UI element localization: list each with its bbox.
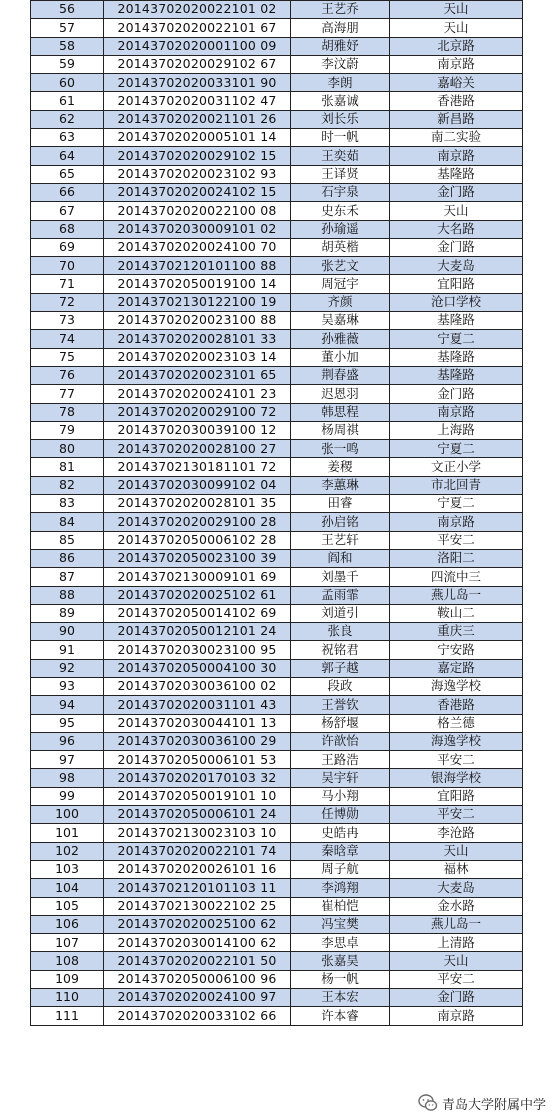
table-row [31,879,523,897]
table-row [31,952,523,970]
row-number-cell: 105 [31,898,104,916]
table-row [31,166,523,184]
table-row [31,605,523,623]
registration-id-cell: 20143702030039100 12 [104,422,291,440]
registration-id-cell: 20143702020029102 15 [104,147,291,165]
table-row [31,971,523,989]
school-name-cell: 南京路 [390,1007,523,1025]
table-row [31,74,523,92]
registration-id-cell: 20143702020022101 74 [104,843,291,861]
registration-id-cell: 20143702020026101 16 [104,861,291,879]
student-name-cell: 李鸿翔 [291,879,390,897]
row-number-cell: 93 [31,678,104,696]
registration-id-cell: 20143702130023103 10 [104,824,291,842]
row-number-cell: 75 [31,349,104,367]
table-row [31,239,523,257]
school-name-cell: 金门路 [390,385,523,403]
row-number-cell: 67 [31,202,104,220]
school-name-cell: 燕儿岛一 [390,916,523,934]
school-name-cell: 基隆路 [390,367,523,385]
student-name-cell: 王誉钦 [291,696,390,714]
row-number-cell: 71 [31,275,104,293]
row-number-cell: 73 [31,312,104,330]
table-row [31,477,523,495]
school-name-cell: 市北回青 [390,477,523,495]
student-name-cell: 孙雅薇 [291,330,390,348]
school-name-cell: 银海学校 [390,769,523,787]
table-row [31,550,523,568]
table-row [31,623,523,641]
wechat-icon [418,1093,438,1113]
school-name-cell: 南京路 [390,56,523,74]
table-row [31,129,523,147]
table-row [31,111,523,129]
registration-id-cell: 20143702020029102 67 [104,56,291,74]
table-row [31,202,523,220]
table-row [31,257,523,275]
school-name-cell: 天山 [390,952,523,970]
student-name-cell: 王奕茹 [291,147,390,165]
student-name-cell: 史皓冉 [291,824,390,842]
row-number-cell: 56 [31,1,104,19]
registration-id-cell: 20143702020028101 35 [104,495,291,513]
table-row [31,275,523,293]
student-name-cell: 杨周祺 [291,422,390,440]
registration-id-cell: 20143702020024100 97 [104,989,291,1007]
student-name-cell: 刘长乐 [291,111,390,129]
row-number-cell: 57 [31,19,104,37]
school-name-cell: 宁安路 [390,641,523,659]
row-number-cell: 62 [31,111,104,129]
school-name-cell: 基隆路 [390,349,523,367]
school-name-cell: 重庆三 [390,623,523,641]
student-name-cell: 孙瑜遥 [291,221,390,239]
table-row [31,221,523,239]
table-row [31,696,523,714]
school-name-cell: 海逸学校 [390,678,523,696]
registration-id-cell: 20143702020028100 27 [104,440,291,458]
row-number-cell: 109 [31,971,104,989]
school-name-cell: 宁夏二 [390,440,523,458]
registration-id-cell: 20143702020031101 43 [104,696,291,714]
row-number-cell: 72 [31,294,104,312]
row-number-cell: 84 [31,513,104,531]
school-name-cell: 南京路 [390,147,523,165]
school-name-cell: 海逸学校 [390,733,523,751]
student-name-cell: 王艺乔 [291,1,390,19]
table-row [31,92,523,110]
row-number-cell: 107 [31,934,104,952]
table-row [31,751,523,769]
row-number-cell: 86 [31,550,104,568]
school-name-cell: 平安二 [390,971,523,989]
row-number-cell: 77 [31,385,104,403]
row-number-cell: 102 [31,843,104,861]
table-row [31,330,523,348]
registration-id-cell: 20143702030014100 62 [104,934,291,952]
table-row [31,367,523,385]
student-name-cell: 胡英楷 [291,239,390,257]
table-row [31,806,523,824]
student-name-cell: 杨一帆 [291,971,390,989]
registration-id-cell: 20143702030023100 95 [104,641,291,659]
table-row [31,843,523,861]
student-name-cell: 迟恩羽 [291,385,390,403]
registration-id-cell: 20143702020025102 61 [104,587,291,605]
row-number-cell: 89 [31,605,104,623]
registration-id-cell: 20143702020029100 72 [104,404,291,422]
school-name-cell: 洛阳二 [390,550,523,568]
student-name-cell: 孟雨霏 [291,587,390,605]
school-name-cell: 上海路 [390,422,523,440]
row-number-cell: 110 [31,989,104,1007]
school-name-cell: 基隆路 [390,312,523,330]
table-row [31,19,523,37]
registration-id-cell: 20143702050004100 30 [104,660,291,678]
row-number-cell: 104 [31,879,104,897]
table-row [31,532,523,550]
row-number-cell: 88 [31,587,104,605]
row-number-cell: 81 [31,458,104,476]
student-name-cell: 吴嘉琳 [291,312,390,330]
row-number-cell: 96 [31,733,104,751]
student-name-cell: 崔柏恺 [291,898,390,916]
table-row [31,568,523,586]
school-name-cell: 基隆路 [390,166,523,184]
registration-id-cell: 20143702020023101 65 [104,367,291,385]
school-name-cell: 大麦岛 [390,879,523,897]
table-row [31,861,523,879]
school-name-cell: 南京路 [390,404,523,422]
table-row [31,38,523,56]
row-number-cell: 63 [31,129,104,147]
student-name-cell: 张良 [291,623,390,641]
student-name-cell: 刘墨千 [291,568,390,586]
registration-id-cell: 20143702020023102 93 [104,166,291,184]
student-name-cell: 许本睿 [291,1007,390,1025]
registration-id-cell: 20143702020023100 88 [104,312,291,330]
registration-id-cell: 20143702050019100 14 [104,275,291,293]
school-name-cell: 天山 [390,843,523,861]
registration-id-cell: 20143702050006101 24 [104,806,291,824]
student-name-cell: 李汶蔚 [291,56,390,74]
student-name-cell: 董小加 [291,349,390,367]
table-row [31,312,523,330]
student-name-cell: 张嘉昊 [291,952,390,970]
school-name-cell: 金水路 [390,898,523,916]
account-name: 青岛大学附属中学 [441,1097,546,1113]
registration-id-cell: 20143702030036100 29 [104,733,291,751]
table-row [31,385,523,403]
student-name-cell: 齐颜 [291,294,390,312]
registration-id-cell: 20143702020033101 90 [104,74,291,92]
student-name-cell: 时一帆 [291,129,390,147]
row-number-cell: 91 [31,641,104,659]
student-name-cell: 杨舒堰 [291,715,390,733]
student-name-cell: 秦晗章 [291,843,390,861]
school-name-cell: 天山 [390,202,523,220]
registration-id-cell: 20143702020031102 47 [104,92,291,110]
row-number-cell: 58 [31,38,104,56]
table-row [31,934,523,952]
registration-id-cell: 20143702050014102 69 [104,605,291,623]
school-name-cell: 金门路 [390,239,523,257]
school-name-cell: 平安二 [390,532,523,550]
student-name-cell: 张一鸣 [291,440,390,458]
student-name-cell: 许歆怡 [291,733,390,751]
registration-id-cell: 20143702020023103 14 [104,349,291,367]
registration-id-cell: 20143702020028101 33 [104,330,291,348]
registration-id-cell: 20143702130022102 25 [104,898,291,916]
table-row [31,641,523,659]
school-name-cell: 金门路 [390,184,523,202]
registration-id-cell: 20143702020005101 14 [104,129,291,147]
registration-id-cell: 20143702020022101 67 [104,19,291,37]
school-name-cell: 宜阳路 [390,788,523,806]
admission-list-table [30,0,523,1026]
registration-id-cell: 20143702030009101 02 [104,221,291,239]
school-name-cell: 天山 [390,19,523,37]
student-name-cell: 张嘉诚 [291,92,390,110]
row-number-cell: 101 [31,824,104,842]
registration-id-cell: 20143702020024102 15 [104,184,291,202]
student-name-cell: 段政 [291,678,390,696]
school-name-cell: 新昌路 [390,111,523,129]
table-row [31,147,523,165]
registration-id-cell: 20143702020001100 09 [104,38,291,56]
school-name-cell: 宁夏二 [390,330,523,348]
row-number-cell: 82 [31,477,104,495]
row-number-cell: 97 [31,751,104,769]
registration-id-cell: 20143702030044101 13 [104,715,291,733]
registration-id-cell: 20143702120101100 88 [104,257,291,275]
student-name-cell: 周冠宇 [291,275,390,293]
school-name-cell: 平安二 [390,751,523,769]
school-name-cell: 南二实验 [390,129,523,147]
table-row [31,733,523,751]
table-row [31,587,523,605]
registration-id-cell: 20143702050012101 24 [104,623,291,641]
table-row [31,715,523,733]
table-row [31,1007,523,1025]
registration-id-cell: 20143702030036100 02 [104,678,291,696]
school-name-cell: 南京路 [390,513,523,531]
registration-id-cell: 20143702020033102 66 [104,1007,291,1025]
school-name-cell: 大麦岛 [390,257,523,275]
student-name-cell: 祝铭君 [291,641,390,659]
registration-id-cell: 20143702050006101 53 [104,751,291,769]
student-name-cell: 马小翔 [291,788,390,806]
student-name-cell: 姜稷 [291,458,390,476]
school-name-cell: 大名路 [390,221,523,239]
table-row [31,349,523,367]
row-number-cell: 78 [31,404,104,422]
row-number-cell: 99 [31,788,104,806]
student-name-cell: 周子航 [291,861,390,879]
row-number-cell: 87 [31,568,104,586]
row-number-cell: 98 [31,769,104,787]
student-name-cell: 李蕙琳 [291,477,390,495]
student-name-cell: 孙启铭 [291,513,390,531]
student-name-cell: 史东禾 [291,202,390,220]
school-name-cell: 香港路 [390,696,523,714]
registration-id-cell: 20143702050006102 28 [104,532,291,550]
row-number-cell: 79 [31,422,104,440]
row-number-cell: 103 [31,861,104,879]
school-name-cell: 上清路 [390,934,523,952]
table-row [31,513,523,531]
registration-id-cell: 20143702130009101 69 [104,568,291,586]
student-name-cell: 张艺文 [291,257,390,275]
school-name-cell: 文正小学 [390,458,523,476]
row-number-cell: 111 [31,1007,104,1025]
registration-id-cell: 20143702020022100 08 [104,202,291,220]
row-number-cell: 94 [31,696,104,714]
row-number-cell: 74 [31,330,104,348]
registration-id-cell: 20143702020025100 62 [104,916,291,934]
school-name-cell: 沧口学校 [390,294,523,312]
table-row [31,898,523,916]
registration-id-cell: 20143702050019101 10 [104,788,291,806]
registration-id-cell: 20143702020022101 02 [104,1,291,19]
registration-id-cell: 20143702020029100 28 [104,513,291,531]
school-name-cell: 嘉峪关 [390,74,523,92]
student-name-cell: 任博勋 [291,806,390,824]
table-row [31,184,523,202]
row-number-cell: 100 [31,806,104,824]
student-name-cell: 王译贤 [291,166,390,184]
school-name-cell: 宜阳路 [390,275,523,293]
row-number-cell: 68 [31,221,104,239]
student-name-cell: 王路浩 [291,751,390,769]
table-row [31,916,523,934]
row-number-cell: 106 [31,916,104,934]
row-number-cell: 69 [31,239,104,257]
table-row [31,769,523,787]
school-name-cell: 鞍山二 [390,605,523,623]
row-number-cell: 61 [31,92,104,110]
school-name-cell: 宁夏二 [390,495,523,513]
row-number-cell: 59 [31,56,104,74]
student-name-cell: 郭子越 [291,660,390,678]
registration-id-cell: 20143702020021101 26 [104,111,291,129]
student-name-cell: 王艺轩 [291,532,390,550]
school-name-cell: 燕儿岛一 [390,587,523,605]
row-number-cell: 64 [31,147,104,165]
row-number-cell: 95 [31,715,104,733]
school-name-cell: 格兰德 [390,715,523,733]
table-row [31,824,523,842]
student-name-cell: 吴宇轩 [291,769,390,787]
student-name-cell: 阎和 [291,550,390,568]
student-name-cell: 田睿 [291,495,390,513]
registration-id-cell: 20143702120101103 11 [104,879,291,897]
table-row [31,1,523,19]
school-name-cell: 李沧路 [390,824,523,842]
account-badge [414,1090,550,1116]
student-name-cell: 韩思程 [291,404,390,422]
row-number-cell: 92 [31,660,104,678]
school-name-cell: 北京路 [390,38,523,56]
row-number-cell: 70 [31,257,104,275]
table-row [31,495,523,513]
table-row [31,660,523,678]
row-number-cell: 108 [31,952,104,970]
school-name-cell: 香港路 [390,92,523,110]
row-number-cell: 80 [31,440,104,458]
registration-id-cell: 20143702020022101 50 [104,952,291,970]
table-row [31,56,523,74]
registration-id-cell: 20143702130122100 19 [104,294,291,312]
table-row [31,458,523,476]
table-row [31,788,523,806]
student-name-cell: 李朗 [291,74,390,92]
school-name-cell: 福林 [390,861,523,879]
row-number-cell: 76 [31,367,104,385]
table-row [31,404,523,422]
registration-id-cell: 20143702020024100 70 [104,239,291,257]
school-name-cell: 平安二 [390,806,523,824]
school-name-cell: 天山 [390,1,523,19]
row-number-cell: 66 [31,184,104,202]
school-name-cell: 金门路 [390,989,523,1007]
row-number-cell: 83 [31,495,104,513]
school-name-cell: 四流中三 [390,568,523,586]
row-number-cell: 65 [31,166,104,184]
table-row [31,678,523,696]
row-number-cell: 90 [31,623,104,641]
registration-id-cell: 20143702130181101 72 [104,458,291,476]
student-name-cell: 冯宝樊 [291,916,390,934]
student-name-cell: 胡雅妤 [291,38,390,56]
student-name-cell: 荆春盛 [291,367,390,385]
registration-id-cell: 20143702050006100 96 [104,971,291,989]
table-row [31,422,523,440]
student-name-cell: 石宇泉 [291,184,390,202]
student-name-cell: 高海朋 [291,19,390,37]
registration-id-cell: 20143702050023100 39 [104,550,291,568]
table-row [31,440,523,458]
registration-id-cell: 20143702020170103 32 [104,769,291,787]
row-number-cell: 85 [31,532,104,550]
registration-id-cell: 20143702020024101 23 [104,385,291,403]
student-name-cell: 李思卓 [291,934,390,952]
student-name-cell: 王本宏 [291,989,390,1007]
student-name-cell: 刘道引 [291,605,390,623]
table-row [31,989,523,1007]
table-row [31,294,523,312]
school-name-cell: 嘉定路 [390,660,523,678]
row-number-cell: 60 [31,74,104,92]
registration-id-cell: 20143702030099102 04 [104,477,291,495]
